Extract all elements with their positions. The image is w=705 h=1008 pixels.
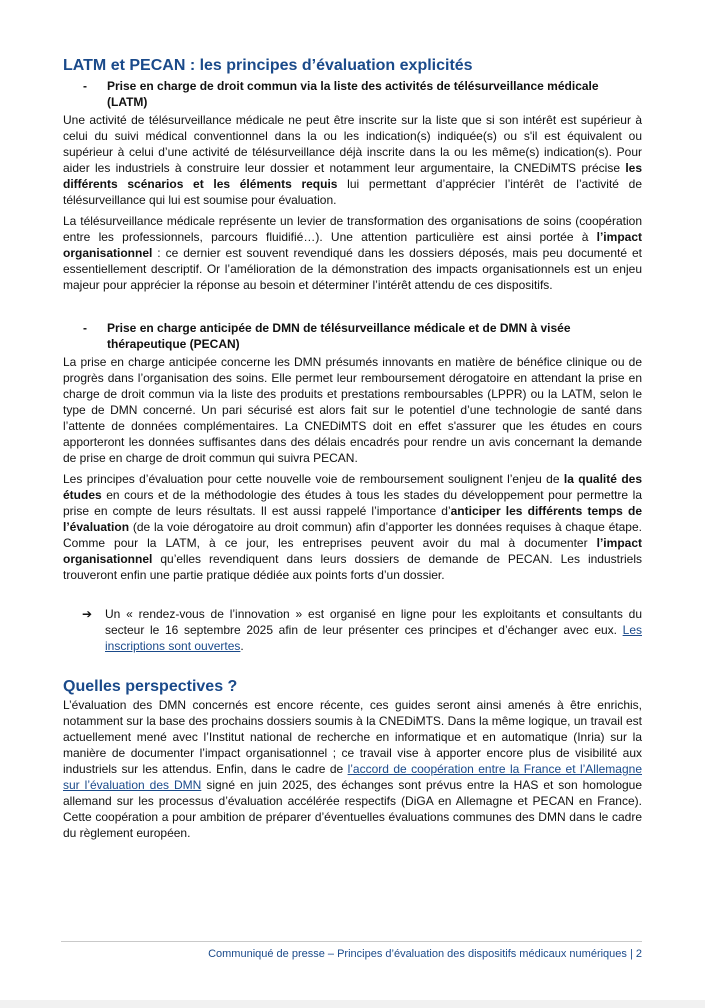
text-run: (de la voie dérogatoire au droit commun) afin d’apporter les données requises à chaque étape. Comme pour la LATM, à ce jour, les entreprises peuvent avoir du mal à documenter (63, 520, 642, 550)
text-run: Une activité de télésurveillance médicale ne peut être inscrite sur la liste que si son intérêt est supérieur à celui du suivi médical conventionnel dans la ou les indication(s) indiquée(s) ou s'il est équivalent ou supérieur à celui d’une activité de télésurveillance déjà inscrite dans la ou les même(s) indication(s). Pour aider les industriels à construire leur dossier et notamment leur argumentaire, la CNEDiMTS précise (63, 113, 642, 175)
section-heading-perspectives: Quelles perspectives ? (63, 678, 238, 695)
bold-run: la qualité des études (63, 472, 642, 502)
arrow-right-icon: ➔ (82, 607, 93, 621)
page-content (63, 56, 642, 841)
bullet-marker: - (83, 79, 87, 93)
text-run: Un « rendez-vous de l’innovation » est organisé en ligne pour les exploitants et consultants du secteur le 16 septembre 2025 afin de leur présenter ces principes et d’échanger avec eux. (105, 607, 642, 637)
bold-run: l’impact organisationnel (63, 230, 642, 260)
bold-run: anticiper les différents temps de l’évaluation (63, 504, 642, 534)
text-run: L’évaluation des DMN concernés est encore récente, ces guides seront ainsi amenés à être enrichis, notamment sur la base des prochains dossiers soumis à la CNEDiMTS. Dans la même logique, un travail est actuellement mené avec l’Institut national de recherche en informatique et en automatique (Inria) sur la manière de documenter l’impact organisationnel ; ce travail vise à apporter encore plus de visibilité aux industriels sur les attendus. Enfin, dans le cadre de (63, 698, 642, 776)
section-heading-latm-pecan: LATM et PECAN : les principes d’évaluation explicités (63, 57, 473, 74)
footer-divider (61, 941, 642, 942)
bullet-pecan-text: Prise en charge anticipée de DMN de télésurveillance médicale et de DMN à visée thérapeutique (PECAN) (107, 321, 571, 351)
bold-run: l’impact organisationnel (63, 536, 642, 566)
paragraph-pecan-1: La prise en charge anticipée concerne les DMN présumés innovants en matière de bénéfice clinique ou de progrès dans l’organisation des soins. Elle permet leur remboursement dérogatoire en attendant la prise en charge de droit commun via la liste des produits et prestations remboursables (LPPR) ou la LATM, selon le type de DMN concerné. Un pari sécurisé est alors fait sur le potentiel d’une technologie de santé dans l’attente de données complémentaires. La CNEDiMTS doit en effet s'assurer que les études en cours apporteront les données suffisantes dans des délais encadrés pour rendre un avis concernant la demande de prise en charge de droit commun qui suivra PECAN. (63, 355, 642, 465)
text-run: qu’elles revendiquent dans leurs dossiers de demande de PECAN. Les industriels trouveront enfin une partie pratique dédiée aux points forts d’un dossier. (63, 552, 642, 582)
arrow-note-text (105, 606, 642, 654)
text-run: Les principes d’évaluation pour cette nouvelle voie de remboursement soulignent l’enjeu de (63, 472, 564, 486)
paragraph-perspectives (63, 697, 642, 841)
arrow-note-innovation (63, 606, 642, 654)
bullet-marker: - (83, 321, 87, 335)
cooperation-agreement-link[interactable]: l’accord de coopération entre la France et l’Allemagne sur l’évaluation des DMN (63, 762, 642, 792)
text-run: lui permettant d’apprécier l’intérêt de l’activité de télésurveillance qui lui est soumise pour évaluation. (63, 177, 643, 207)
text-run: : ce dernier est souvent revendiqué dans les dossiers déposés, mais peu documenté et essentiellement descriptif. Or l’amélioration de la démonstration des impacts organisationnels est un enjeu majeur pour apprécier la réponse au besoin et déterminer l’intérêt attendu de ces dispositifs. (63, 246, 642, 292)
page-footer: Communiqué de presse – Principes d’évaluation des dispositifs médicaux numériques | 2 (208, 948, 642, 960)
text-run: signé en juin 2025, des échanges sont prévus entre la HAS et son homologue allemand sur les processus d’évaluation accélérée respectifs (DiGA en Allemagne et PECAN en France). Cette coopération a pour ambition de préparer d’éventuelles évaluations communes des DMN dans le cadre du règlement européen. (63, 778, 643, 840)
registration-link[interactable]: Les inscriptions sont ouvertes (105, 623, 642, 653)
bold-run: les différents scénarios et les éléments requis (63, 161, 642, 191)
text-run: . (240, 639, 244, 653)
paragraph-pecan-2 (63, 471, 642, 583)
text-run: en cours et de la méthodologie des études à tous les stades du développement pour permettre la prise en compte de leurs résultats. Il est aussi rappelé l’importance d’ (63, 488, 642, 518)
paragraph-latm-1 (63, 112, 642, 208)
bullet-pecan (63, 320, 642, 352)
paragraph-latm-2 (63, 213, 642, 293)
text-run: La télésurveillance médicale représente un levier de transformation des organisations de soins (coopération entre les professionnels, parcours fluidifié…). Une attention particulière est ainsi portée à (63, 214, 642, 244)
bullet-latm (63, 78, 642, 110)
bullet-latm-text: Prise en charge de droit commun via la liste des activités de télésurveillance médicale (LATM) (107, 79, 599, 109)
